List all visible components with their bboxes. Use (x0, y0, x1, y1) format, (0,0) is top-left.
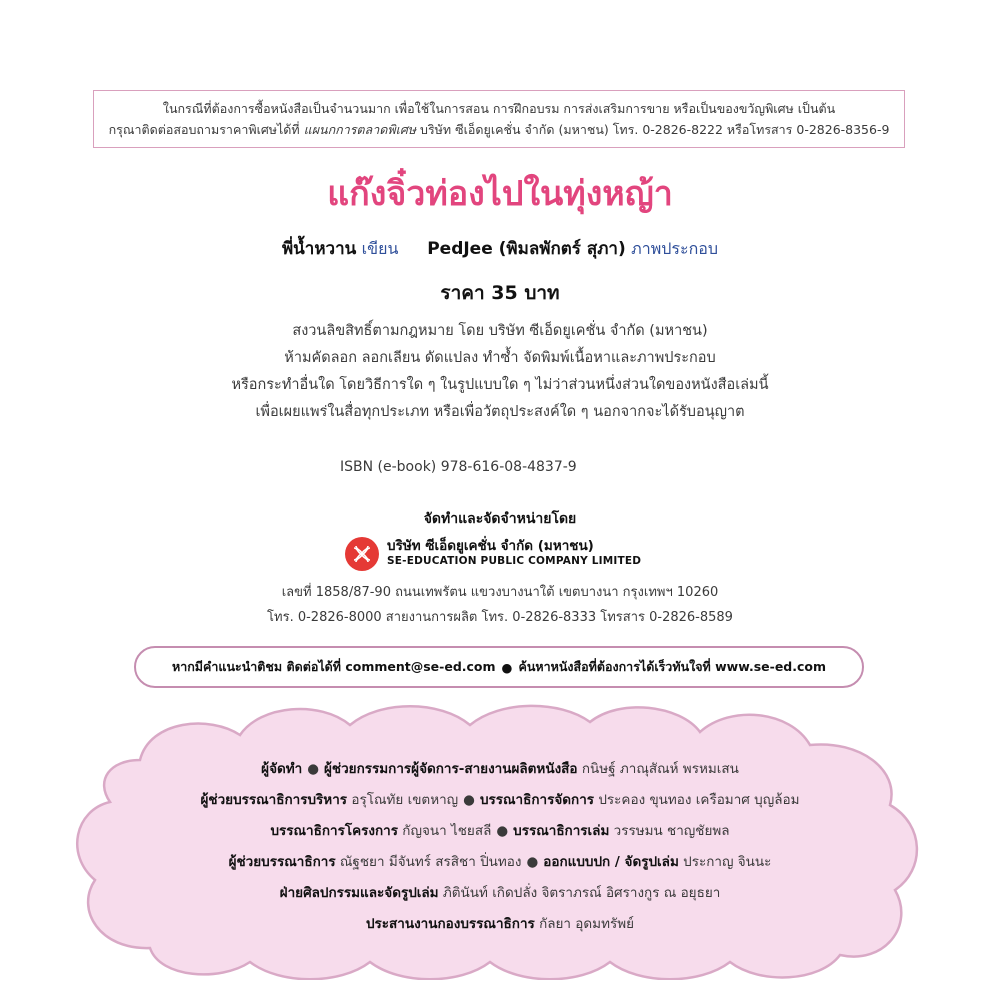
special-order-notice (93, 90, 905, 148)
author-role: เขียน (361, 239, 399, 258)
author-name: พี่น้ำหวาน (281, 239, 357, 259)
staff-line (0, 785, 1000, 816)
isbn: ISBN (e-book) 978-616-08-4837-9 (340, 459, 577, 475)
bullet-icon: ● (501, 659, 513, 675)
staff-line (0, 909, 1000, 940)
staff-role: ประสานงานกองบรรณาธิการ (365, 916, 535, 932)
staff-name: อรุโณทัย เขตหาญ (351, 792, 459, 808)
staff-role: ออกแบบปก / จัดรูปเล่ม (543, 854, 679, 870)
bullet-icon: ● (307, 761, 320, 777)
staff-role: บรรณาธิการเล่ม (513, 823, 610, 839)
contact-banner (134, 646, 864, 688)
publisher-block (345, 536, 641, 572)
staff-name: ประคอง ขุนทอง เครือมาศ บุญล้อม (598, 792, 800, 808)
staff-role: ฝ่ายศิลปกรรมและจัดรูปเล่ม (279, 885, 439, 901)
copyright-line: หรือกระทำอื่นใด โดยวิธีการใด ๆ ในรูปแบบใด ๆ ไม่ว่าส่วนหนึ่งส่วนใดของหนังสือเล่มนี้ (231, 377, 769, 393)
staff-name: กนิษฐ์ ภาณุสัณห์ พรหมเสน (581, 761, 739, 777)
address-line: เลขที่ 1858/87-90 ถนนเทพรัตน แขวงบางนาใต้ เขตบางนา กรุงเทพฯ 10260 (281, 585, 719, 600)
bullet-icon: ● (526, 854, 539, 870)
notice-line-2-pre: กรุณาติดต่อสอบถามราคาพิเศษได้ที่ (108, 122, 304, 137)
staff-role: ผู้จัดทำ (261, 761, 303, 777)
phone-line: โทร. 0-2826-8000 สายงานการผลิต โทร. 0-2826-8333 โทรสาร 0-2826-8589 (267, 610, 733, 625)
staff-role: ผู้ช่วยบรรณาธิการ (228, 854, 336, 870)
publisher-name-th: บริษัท ซีเอ็ดยูเคชั่น จำกัด (มหาชน) (387, 538, 594, 554)
notice-line-2-post: บริษัท ซีเอ็ดยูเคชั่น จำกัด (มหาชน) โทร. 0-2826-8222 หรือโทรสาร 0-2826-8356-9 (416, 122, 890, 137)
copyright-line: ห้ามคัดลอก ลอกเลียน ดัดแปลง ทำซ้ำ จัดพิมพ์เนื้อหาและภาพประกอบ (284, 350, 716, 366)
staff-line (0, 847, 1000, 878)
bullet-icon: ● (496, 823, 509, 839)
staff-role: ผู้ช่วยบรรณาธิการบริหาร (200, 792, 348, 808)
distributor-heading: จัดทำและจัดจำหน่ายโดย (423, 511, 577, 527)
staff-line (0, 878, 1000, 909)
staff-name: วรรษมน ชาญชัยพล (613, 823, 730, 839)
staff-name: ประกาญ จินนะ (683, 854, 772, 870)
special-marketing-dept: แผนกการตลาดพิเศษ (303, 122, 417, 137)
publisher-name-en: SE-EDUCATION PUBLIC COMPANY LIMITED (387, 555, 642, 567)
book-credits (0, 234, 1000, 264)
staff-name: กัญจนา ไชยสลี (402, 823, 492, 839)
staff-role: บรรณาธิการโครงการ (270, 823, 398, 839)
feedback-contact: หากมีคำแนะนำติชม ติดต่อได้ที่ comment@se-ed.com (171, 659, 496, 674)
copyright-line: สงวนลิขสิทธิ์ตามกฎหมาย โดย บริษัท ซีเอ็ดยูเคชั่น จำกัด (มหาชน) (292, 323, 708, 339)
staff-role: บรรณาธิการจัดการ (479, 792, 595, 808)
book-title: แก๊งจิ๋วท่องไปในทุ่งหญ้า (327, 174, 673, 214)
staff-line (0, 754, 1000, 785)
staff-name: ภิตินันท์ เกิดปลั่ง จิตราภรณ์ อิศรางกูร ณ อยุธยา (442, 885, 721, 901)
staff-role: ผู้ช่วยกรรมการผู้จัดการ-สายงานผลิตหนังสือ (324, 761, 578, 777)
copyright-line: เพื่อเผยแพร่ในสื่อทุกประเภท หรือเพื่อวัตถุประสงค์ใด ๆ นอกจากจะได้รับอนุญาต (255, 404, 745, 420)
publisher-address (0, 580, 1000, 630)
notice-line-2 (102, 119, 896, 140)
illustrator-role: ภาพประกอบ (631, 239, 719, 258)
staff-name: ณัฐชยา มีจันทร์ สรสิชา ปิ่นทอง (339, 854, 522, 870)
staff-line (0, 816, 1000, 847)
se-ed-logo-icon (345, 537, 379, 571)
copyright-notice (0, 318, 1000, 426)
staff-credits (0, 754, 1000, 940)
notice-line-1: ในกรณีที่ต้องการซื้อหนังสือเป็นจำนวนมาก เพื่อใช้ในการสอน การฝึกอบรม การส่งเสริมการขาย หรือเป็นของขวัญพิเศษ เป็นต้น (162, 101, 836, 116)
bullet-icon: ● (463, 792, 475, 808)
website-contact: ค้นหาหนังสือที่ต้องการได้เร็วทันใจที่ www.se-ed.com (518, 659, 827, 674)
illustrator-name: PedJee (พิมลพักตร์ สุภา) (427, 239, 626, 259)
staff-name: กัลยา อุดมทรัพย์ (539, 916, 635, 932)
book-price: ราคา 35 บาท (440, 282, 560, 304)
